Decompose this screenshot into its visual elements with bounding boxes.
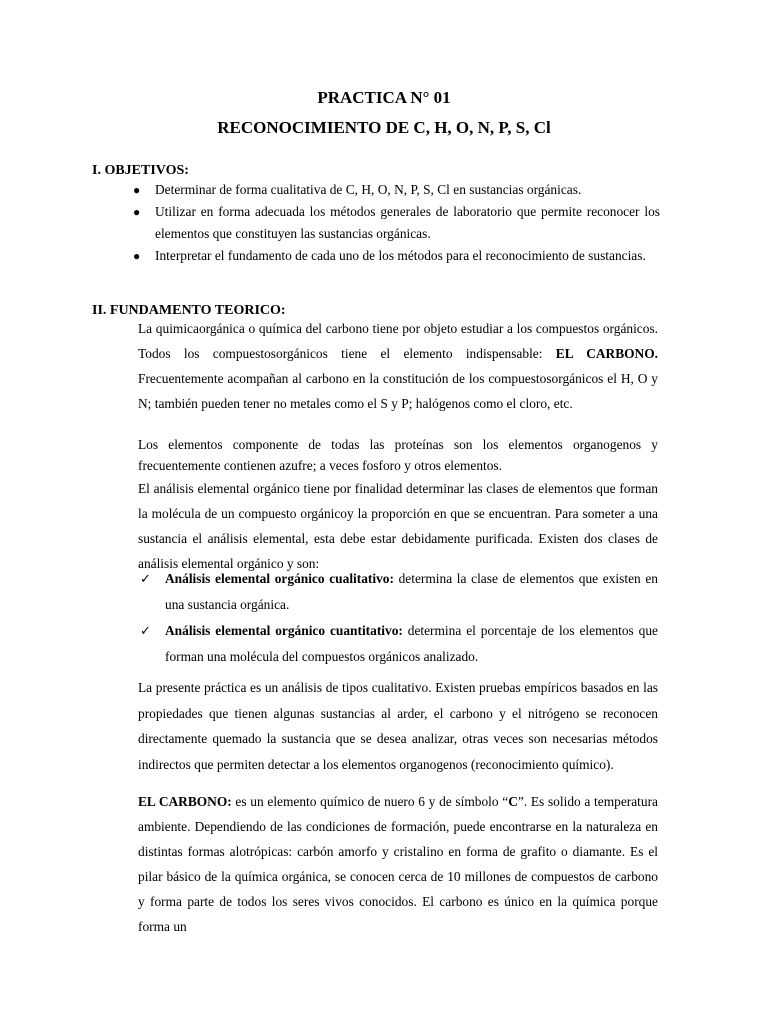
checklist-text: determina la clase de elementos que existen en una sustancia orgánica. — [165, 571, 659, 612]
objetivo-text: Determinar de forma cualitativa de C, H, O, N, P, S, Cl en sustancias orgánicas. — [155, 182, 582, 197]
objetivo-text: Utilizar en forma adecuada los métodos generales de laboratorio que permite reconocer los elementos que constituyen las sustancias orgánicas. — [155, 204, 660, 241]
bullet-dot-icon: ● — [133, 183, 141, 197]
objetivo-text: Interpretar el fundamento de cada uno de los métodos para el reconocimiento de sustancias. — [155, 248, 646, 263]
paragraph-text: ”. Es solido a temperatura ambiente. Dependiendo de las condiciones de formación, puede encontrarse en la naturaleza en distintas formas alotrópicas: carbón amorfo y cristalino en forma de grafito o diamante. Es el pilar básico de la química orgánica, se conocen cerca de 10 millones de compuestos de carbono y forma parte de todos los seres vivos conocidos. El carbono es único en la química porque forma un — [138, 794, 658, 934]
paragraph-el-carbono — [138, 789, 658, 939]
objetivos-list — [130, 179, 660, 267]
paragraph-quimica-organica — [138, 316, 658, 416]
checkmark-icon: ✓ — [140, 571, 151, 586]
checklist-text: determina el porcentaje de los elementos que forman una molécula del compuestos orgánicos analizado. — [165, 623, 659, 664]
checklist-item — [138, 618, 658, 670]
carbon-symbol: C — [508, 794, 518, 809]
checkmark-icon: ✓ — [140, 623, 151, 638]
practice-subtitle: RECONOCIMIENTO DE C, H, O, N, P, S, Cl — [217, 118, 551, 137]
objetivo-item — [130, 245, 660, 267]
paragraph-text: es un elemento químico de nuero 6 y de símbolo “ — [231, 794, 509, 809]
bullet-dot-icon: ● — [133, 249, 141, 263]
bullet-dot-icon: ● — [133, 205, 141, 219]
paragraph-text: La quimicaorgánica o química del carbono tiene por objeto estudiar a los compuestos orgánicos. Todos los compuestosorgánicos tiene el elemento indispensable: — [138, 321, 658, 361]
paragraph-analisis-elemental: El análisis elemental orgánico tiene por finalidad determinar las clases de elementos que forman la molécula de un compuesto orgánicoy la proporción en que se encuentran. Para someter a una sustancia el análisis elemental, esta debe estar debidamente purificada. Existen dos clases de análisis elemental orgánico y son: — [138, 481, 658, 571]
objetivo-item — [130, 201, 660, 245]
paragraph-text: Frecuentemente acompañan al carbono en la constitución de los compuestosorgánicos el H, O y N; también pueden tener no metales como el S y P; halógenos como el cloro, etc. — [138, 371, 658, 411]
objetivo-item — [130, 179, 660, 201]
bold-term: EL CARBONO: — [138, 794, 232, 809]
paragraph-proteinas: Los elementos componente de todas las proteínas son los elementos organogenos y frecuentemente contienen azufre; a veces fosforo y otros elementos. — [138, 437, 658, 473]
fundamento-heading: II. FUNDAMENTO TEORICO: — [92, 303, 286, 318]
practice-title: PRACTICA N° 01 — [317, 88, 451, 107]
checklist-item — [138, 566, 658, 618]
bold-term: EL CARBONO. — [555, 346, 658, 361]
paragraph-practica-cualitativa: La presente práctica es un análisis de tipos cualitativo. Existen pruebas empíricos basados en las propiedades que tienen algunas sustancias al arder, el carbono y el nitrógeno se reconocen directamente quemado la sustancia que se desea analizar, otras veces son necesarias métodos indirectos que permiten detectar a los elementos organogenos (reconocimiento químico). — [138, 680, 658, 772]
checklist-term: Análisis elemental orgánico cuantitativo: — [165, 623, 403, 638]
analisis-checklist — [138, 566, 658, 670]
objetivos-heading: I. OBJETIVOS: — [92, 163, 189, 178]
checklist-term: Análisis elemental orgánico cualitativo: — [165, 571, 394, 586]
